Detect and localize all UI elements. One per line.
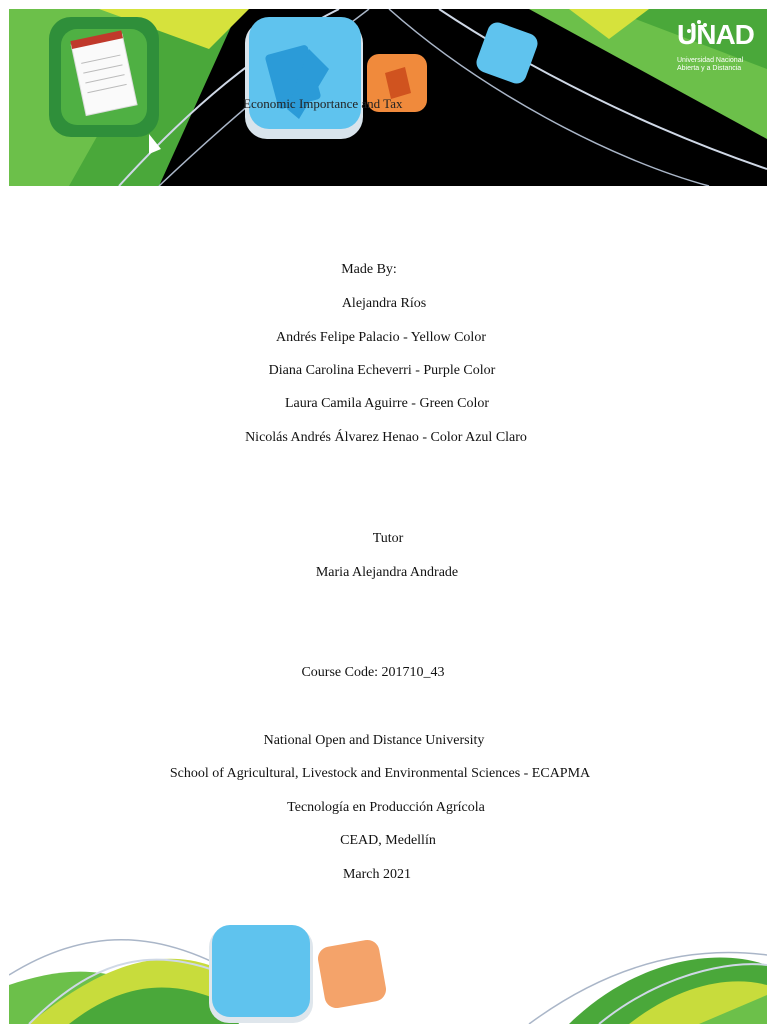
cead-location: CEAD, Medellín [340, 833, 436, 848]
university-name: National Open and Distance University [263, 733, 485, 748]
document-title: Economic Importance and Tax [243, 96, 403, 111]
course-code: Course Code: 201710_43 [301, 665, 445, 680]
footer-graphic [9, 905, 767, 1024]
date: March 2021 [342, 867, 412, 882]
tutor-name: Maria Alejandra Andrade [315, 565, 459, 580]
author-4: Laura Camila Aguirre - Green Color [284, 396, 490, 411]
unad-logo [655, 17, 755, 87]
logo-word: UNAD [677, 19, 754, 50]
author-5: Nicolás Andrés Álvarez Henao - Color Azul Claro [245, 430, 527, 445]
school-name: School of Agricultural, Livestock and Environmental Sciences - ECAPMA [169, 766, 591, 781]
tutor-label: Tutor [372, 531, 404, 546]
header-banner [9, 9, 767, 186]
author-1: Alejandra Ríos [341, 296, 427, 311]
program-name: Tecnología en Producción Agrícola [287, 800, 485, 815]
made-by-label: Made By: [341, 262, 397, 277]
logo-subtitle: Universidad Nacional Abierta y a Distancia [677, 57, 744, 72]
author-2: Andrés Felipe Palacio - Yellow Color [276, 330, 486, 345]
author-3: Diana Carolina Echeverri - Purple Color [268, 363, 496, 378]
